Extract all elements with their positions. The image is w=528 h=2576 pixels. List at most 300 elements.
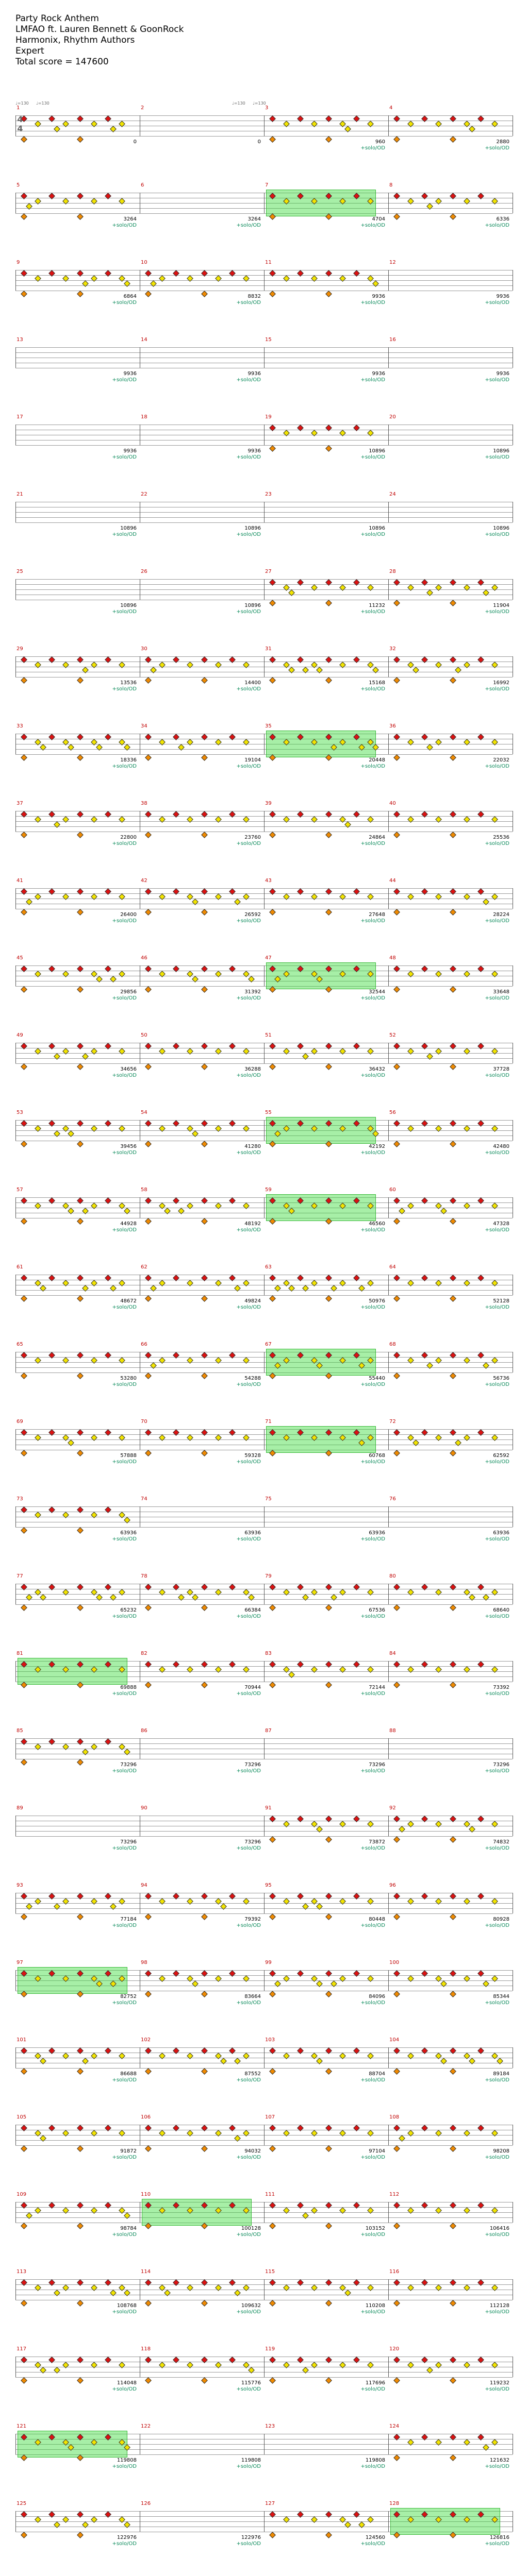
kick-gem [145,1063,152,1070]
kick-gem [450,677,456,684]
kick-gem [393,909,400,916]
barline [388,1970,389,1991]
kick-gem [325,677,332,684]
barline [388,115,389,136]
barline [264,115,265,136]
measure-score: 115776 [241,2380,261,2386]
barline [15,502,16,522]
measure-number: 62 [141,1264,147,1270]
staff-line [15,1913,513,1914]
staff-system [15,2112,513,2184]
barline [15,1738,16,1759]
measure-number: 124 [389,2424,400,2429]
barline [388,2434,389,2454]
solo-od-label: +solo/OD [360,1382,385,1387]
measure-number: 64 [389,1264,396,1270]
kick-gem [450,2145,456,2152]
measure-number: 59 [265,1187,272,1193]
measure-score: 9936 [248,448,261,454]
kick-gem [393,600,400,606]
kick-gem [269,1682,276,1688]
measure-number: 122 [141,2424,151,2429]
measure-score: 19104 [244,757,261,763]
solo-od-label: +solo/OD [236,2000,261,2006]
solo-od-label: +solo/OD [112,300,137,306]
kick-gem [21,2223,27,2229]
barline [388,502,389,522]
solo-od-label: +solo/OD [112,686,137,692]
kick-gem [145,754,152,761]
measure-number: 19 [265,414,272,420]
kick-gem [77,1604,84,1611]
measure-score: 112128 [489,2303,509,2309]
solo-od-label: +solo/OD [360,1150,385,1156]
barline [15,811,16,832]
staff-system [15,1958,513,2030]
measure-score: 73872 [369,1839,385,1845]
barline [15,193,16,213]
kick-gem [145,2377,152,2384]
measure-number: 34 [141,723,147,729]
barline [264,2202,265,2223]
barline [264,579,265,600]
kick-gem [201,1604,208,1611]
measure-score: 91872 [120,2148,137,2154]
measure-number: 44 [389,878,396,884]
barline [264,1970,265,1991]
measure-number: 95 [265,1883,272,1888]
barline [15,2047,16,2068]
measure-number: 58 [141,1187,147,1193]
kick-gem [269,1913,276,1920]
solo-od-label: +solo/OD [112,1768,137,1774]
measure-number: 127 [265,2501,275,2506]
bpm-marker: ♩=130 [15,101,29,106]
solo-od-label: +solo/OD [485,1304,509,1310]
measure-number: 63 [265,1264,272,1270]
measure-number: 71 [265,1419,272,1425]
kick-gem [145,1372,152,1379]
solo-od-label: +solo/OD [485,2309,509,2315]
measure-number: 54 [141,1110,147,1115]
measure-score: 63936 [493,1530,509,1536]
kick-gem [145,1218,152,1225]
solo-od-label: +solo/OD [236,300,261,306]
measure-number: 97 [16,1960,23,1965]
measure-score: 97104 [369,2148,385,2154]
measure-score: 10896 [493,526,509,531]
solo-od-label: +solo/OD [112,1691,137,1697]
kick-gem [145,986,152,993]
kick-gem [393,1991,400,1997]
staff-system [15,2267,513,2339]
solo-od-label: +solo/OD [112,454,137,460]
solo-od-label: +solo/OD [236,532,261,537]
measure-number: 32 [389,646,396,652]
measure-score: 27648 [369,912,385,918]
measure-number: 40 [389,801,396,806]
measure-score: 73392 [493,1685,509,1690]
solo-od-label: +solo/OD [112,1150,137,1156]
kick-gem [269,445,276,452]
kick-gem [393,832,400,838]
measure-score: 25536 [493,835,509,840]
measure-number: 120 [389,2346,400,2352]
staff-system [15,1571,513,1643]
kick-gem [145,1450,152,1456]
staff-line [15,2145,513,2146]
kick-gem [393,1372,400,1379]
measure-number: 112 [389,2192,400,2197]
staff-line [15,1063,513,1064]
kick-gem [269,2300,276,2307]
kick-gem [269,1604,276,1611]
solo-od-label: +solo/OD [236,841,261,846]
kick-gem [269,1836,276,1843]
kick-gem [201,291,208,297]
measure-number: 125 [16,2501,27,2506]
measure-score: 9936 [248,371,261,377]
kick-gem [77,2145,84,2152]
staff-system [15,1494,513,1566]
measure-score: 73296 [369,1762,385,1768]
kick-gem [269,291,276,297]
staff-system [15,721,513,793]
kick-gem [393,1141,400,1147]
barline [264,2357,265,2377]
solo-od-label: +solo/OD [360,2386,385,2392]
star-power-zone [266,731,376,757]
measure-number: 76 [389,1496,396,1502]
solo-od-label: +solo/OD [236,1150,261,1156]
measure-score: 80928 [493,1917,509,1922]
staff-system [15,489,513,562]
solo-od-label: +solo/OD [360,2000,385,2006]
barline [388,1816,389,1836]
measure-number: 114 [141,2269,151,2275]
solo-od-label: +solo/OD [485,2464,509,2469]
measure-number: 4 [389,105,393,111]
measure-number: 68 [389,1342,396,1347]
barline [15,888,16,909]
star-power-zone [18,1658,127,1685]
measure-score: 36288 [244,1066,261,1072]
staff-system [15,2035,513,2107]
measure-score: 8832 [248,294,261,299]
kick-gem [393,2145,400,2152]
measure-score: 98208 [493,2148,509,2154]
solo-od-label: +solo/OD [236,223,261,228]
measure-score: 82752 [120,1994,137,1999]
kick-gem [450,1218,456,1225]
barline [388,1584,389,1604]
measure-score: 26592 [244,912,261,918]
measure-number: 3 [265,105,269,111]
kick-gem [77,1063,84,1070]
measure-number: 85 [16,1728,23,1734]
staff-system [15,1880,513,1953]
barline [15,2125,16,2145]
solo-od-label: +solo/OD [236,918,261,924]
measure-score: 24864 [369,835,385,840]
barline [15,1352,16,1372]
solo-od-label: +solo/OD [485,841,509,846]
kick-gem [450,2454,456,2461]
solo-od-label: +solo/OD [360,609,385,615]
kick-gem [325,909,332,916]
solo-od-label: +solo/OD [360,532,385,537]
staff-line [15,136,513,137]
kick-gem [201,1141,208,1147]
kick-gem [450,1991,456,1997]
measure-number: 16 [389,337,396,343]
barline [388,2047,389,2068]
barline [15,1506,16,1527]
measure-number: 30 [141,646,147,652]
measure-number: 27 [265,569,272,574]
kick-gem [145,291,152,297]
solo-od-label: +solo/OD [236,2541,261,2547]
barline [388,734,389,754]
measure-score: 34656 [120,1066,137,1072]
solo-od-label: +solo/OD [485,145,509,151]
kick-gem [269,136,276,143]
measure-score: 11904 [493,603,509,608]
solo-od-label: +solo/OD [236,1768,261,1774]
measure-score: 60768 [369,1453,385,1459]
star-power-zone [18,2431,127,2458]
star-power-zone [18,1967,127,1994]
solo-od-label: +solo/OD [485,1227,509,1233]
barline [388,656,389,677]
song-authors: Harmonix, Rhythm Authors [15,35,135,45]
measure-score: 119808 [365,2458,385,2463]
staff-system [15,335,513,407]
kick-gem [77,754,84,761]
measure-score: 16992 [493,680,509,686]
barline [264,2511,265,2532]
kick-gem [450,1450,456,1456]
staff-system [15,1108,513,1180]
measure-number: 2 [141,105,144,111]
barline [15,579,16,600]
staff-line [15,2068,513,2069]
measure-number: 75 [265,1496,272,1502]
barline [264,2125,265,2145]
measure-score: 85344 [493,1994,509,1999]
measure-score: 0 [257,139,261,145]
measure-score: 117696 [365,2380,385,2386]
measure-number: 105 [16,2114,27,2120]
measure-number: 83 [265,1651,272,1656]
measure-number: 56 [389,1110,396,1115]
measure-score: 46560 [369,1221,385,1227]
measure-score: 87552 [244,2071,261,2077]
staff-system [15,180,513,252]
solo-od-label: +solo/OD [485,1768,509,1774]
kick-gem [269,832,276,838]
kick-gem [21,213,27,220]
measure-score: 122976 [117,2535,137,2540]
barline [388,2202,389,2223]
solo-od-label: +solo/OD [112,609,137,615]
kick-gem [21,1759,27,1766]
measure-number: 49 [16,1032,23,1038]
total-score: Total score = 147600 [15,57,109,67]
kick-gem [201,677,208,684]
measure-score: 42192 [369,1144,385,1149]
barline [15,1043,16,1063]
measure-number: 73 [16,1496,23,1502]
measure-number: 15 [265,337,272,343]
measure-score: 119808 [117,2458,137,2463]
kick-gem [393,1218,400,1225]
measure-score: 65232 [120,1607,137,1613]
solo-od-label: +solo/OD [236,1304,261,1310]
kick-gem [450,213,456,220]
measure-number: 12 [389,260,396,265]
measure-number: 22 [141,492,147,497]
kick-gem [77,2068,84,2075]
kick-gem [21,909,27,916]
kick-gem [325,2377,332,2384]
measure-number: 29 [16,646,23,652]
measure-score: 960 [375,139,385,145]
measure-number: 93 [16,1883,23,1888]
barline [15,965,16,986]
measure-number: 33 [16,723,23,729]
measure-number: 101 [16,2037,27,2043]
barline [264,811,265,832]
kick-gem [325,136,332,143]
kick-gem [77,677,84,684]
solo-od-label: +solo/OD [112,764,137,769]
kick-gem [77,2223,84,2229]
kick-gem [269,2145,276,2152]
barline [388,425,389,445]
kick-gem [450,754,456,761]
solo-od-label: +solo/OD [360,1073,385,1078]
barline [15,2511,16,2532]
kick-gem [325,1063,332,1070]
measure-score: 70944 [244,1685,261,1690]
solo-od-label: +solo/OD [236,1691,261,1697]
measure-number: 103 [265,2037,275,2043]
staff-system [15,567,513,639]
barline [264,1275,265,1295]
measure-score: 15168 [369,680,385,686]
measure-number: 106 [141,2114,151,2120]
kick-gem [21,1141,27,1147]
measure-number: 37 [16,801,23,806]
measure-number: 66 [141,1342,147,1347]
bpm-marker: ♩=130 [253,101,266,106]
measure-score: 10896 [493,448,509,454]
solo-od-label: +solo/OD [360,1845,385,1851]
barline [264,1506,265,1527]
measure-score: 57888 [120,1453,137,1459]
solo-od-label: +solo/OD [360,145,385,151]
barline [388,1043,389,1063]
solo-od-label: +solo/OD [112,2541,137,2547]
kick-gem [325,445,332,452]
kick-gem [450,909,456,916]
bpm-marker: ♩=130 [232,101,245,106]
barline [15,1584,16,1604]
measure-number: 98 [141,1960,147,1965]
solo-od-label: +solo/OD [485,1150,509,1156]
measure-number: 88 [389,1728,396,1734]
barline [15,2279,16,2300]
kick-gem [145,2300,152,2307]
staff-line [15,1372,513,1373]
barline [388,811,389,832]
measure-number: 46 [141,955,147,961]
measure-number: 41 [16,878,23,884]
solo-od-label: +solo/OD [485,2077,509,2083]
solo-od-label: +solo/OD [485,454,509,460]
measure-score: 74832 [493,1839,509,1845]
staff-line [15,1295,513,1296]
solo-od-label: +solo/OD [485,377,509,383]
solo-od-label: +solo/OD [236,1382,261,1387]
measure-score: 108768 [117,2303,137,2309]
kick-gem [77,1141,84,1147]
measure-number: 5 [16,182,20,188]
kick-gem [201,1450,208,1456]
measure-score: 22032 [493,757,509,763]
measure-number: 50 [141,1032,147,1038]
measure-score: 47328 [493,1221,509,1227]
measure-score: 11232 [369,603,385,608]
solo-od-label: +solo/OD [485,1536,509,1542]
barline [15,2357,16,2377]
solo-od-label: +solo/OD [236,1227,261,1233]
kick-gem [21,291,27,297]
measure-number: 67 [265,1342,272,1347]
measure-score: 44928 [120,1221,137,1227]
kick-gem [21,832,27,838]
barline [15,1661,16,1682]
barline [388,2279,389,2300]
measure-score: 84096 [369,1994,385,1999]
staff-system [15,2421,513,2494]
solo-od-label: +solo/OD [485,1382,509,1387]
staff-line [15,1836,513,1837]
kick-gem [269,1295,276,1302]
measure-number: 9 [16,260,20,265]
star-power-zone [266,190,376,216]
kick-gem [269,2532,276,2538]
solo-od-label: +solo/OD [485,223,509,228]
kick-gem [21,754,27,761]
measure-number: 25 [16,569,23,574]
staff-system [15,1803,513,1875]
measure-score: 79392 [244,1917,261,1922]
kick-gem [393,677,400,684]
solo-od-label: +solo/OD [112,2386,137,2392]
barline [388,193,389,213]
kick-gem [201,1218,208,1225]
measure-score: 39456 [120,1144,137,1149]
kick-gem [201,1295,208,1302]
measure-score: 110208 [365,2303,385,2309]
solo-od-label: +solo/OD [485,1614,509,1619]
barline [264,1197,265,1218]
star-power-zone [266,1117,376,1144]
staff-system [15,258,513,330]
measure-score: 53280 [120,1376,137,1381]
